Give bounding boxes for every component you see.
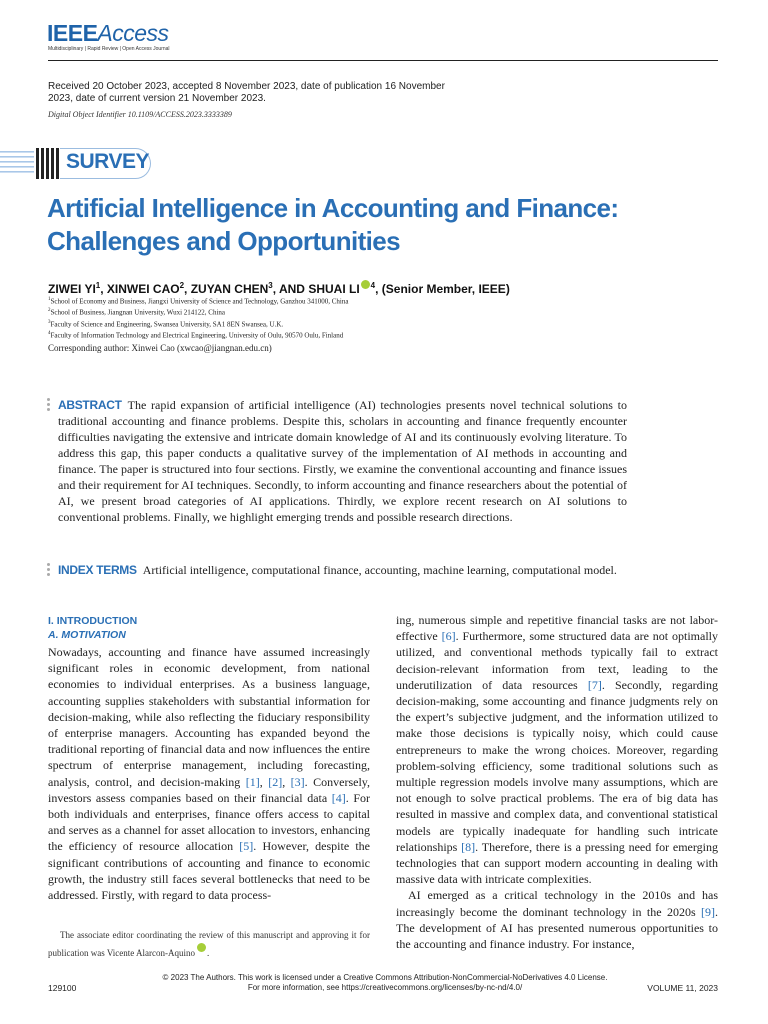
citation-link[interactable]: [3] bbox=[290, 774, 305, 789]
citation-link[interactable]: [5] bbox=[239, 839, 254, 854]
index-terms-marker bbox=[47, 563, 50, 578]
index-terms bbox=[58, 562, 627, 578]
affiliation: $^3$Faculty of Science and Engineering, Swansea University, SA1 8EN Swansea, U.K. bbox=[48, 319, 284, 328]
author-name: SHUAI LI bbox=[308, 282, 360, 296]
orcid-icon[interactable] bbox=[361, 280, 370, 289]
left-column bbox=[48, 614, 370, 903]
abstract-text: The rapid expansion of artificial intelligence (AI) technologies presents novel technical solutions to traditional accounting and finance problems. Despite this, scholars in accounting and finance frequently encounter difficulties navigating the extensive and intricate domain knowledge of AI and its continuously evolving literature. To address this gap, this paper conducts a qualitative survey of the implementation of AI methods in accounting and finance. The paper is structured into four sections. Firstly, we examine the conventional accounting and finance issues and their requirement for AI techniques. Secondly, to inform accounting and finance researchers about the potential of AI, we present broad categories of AI applications. Thirdly, we explore recent research on AI solutions to conventional problems. Finally, we highlight emerging trends and possible research directions. bbox=[58, 398, 627, 524]
section-heading: I. INTRODUCTION bbox=[48, 615, 138, 627]
citation-link[interactable]: [1] bbox=[245, 774, 260, 789]
author-name: XINWEI CAO bbox=[106, 282, 180, 296]
article-type: SURVEY bbox=[66, 150, 149, 173]
affiliation: $^1$School of Economy and Business, Jiangxi University of Science and Technology, Ganzhou 341000, China bbox=[48, 297, 349, 306]
body-paragraph: AI emerged as a critical technology in the 2010s and has increasingly become the dominant technology in the 2020s [9]. The development of AI has presented numerous opportunities to the accounting and finance industry. For instance, bbox=[396, 888, 718, 952]
license-link[interactable]: For more information, see https://creativecommons.org/licenses/by-nc-nd/4.0/ bbox=[247, 983, 523, 992]
orcid-icon[interactable] bbox=[197, 943, 206, 952]
author-name: ZUYAN CHEN bbox=[190, 282, 269, 296]
affiliations bbox=[48, 295, 648, 340]
volume-info: VOLUME 11, 2023 bbox=[647, 983, 718, 993]
abstract-label: ABSTRACT bbox=[58, 398, 122, 412]
abstract bbox=[58, 397, 627, 525]
index-terms-label: INDEX TERMS bbox=[58, 563, 137, 577]
subsection-heading: A. MOTIVATION bbox=[48, 629, 126, 641]
banner-stripes bbox=[0, 147, 60, 180]
affiliation: $^2$School of Business, Jiangnan University, Wuxi 214122, China bbox=[48, 308, 226, 317]
author-name: ZIWEI YI bbox=[48, 282, 96, 296]
corresponding-author: Corresponding author: Xinwei Cao (xwcao@jiangnan.edu.cn) bbox=[48, 343, 272, 353]
citation-link[interactable]: [8] bbox=[461, 839, 476, 854]
footnote: The associate editor coordinating the review of this manuscript and approving it for publication was Vicente Alarcon-Aquino . bbox=[48, 930, 370, 958]
affiliation: $^4$Faculty of Information Technology and Electrical Engineering, University of Oulu, 90570 Oulu, Finland bbox=[48, 330, 344, 340]
citation-link[interactable]: [4] bbox=[331, 790, 346, 805]
doi[interactable]: Digital Object Identifier 10.1109/ACCESS.2023.3333389 bbox=[48, 110, 232, 119]
license-footer: © 2023 The Authors. This work is licensed under a Creative Commons Attribution-NonCommercial-NoDerivatives 4.0 License. For more information, see https://creativecommons.org/licenses/by-nc-nd/4.0/ bbox=[130, 973, 640, 993]
citation-link[interactable]: [7] bbox=[587, 677, 602, 692]
index-terms-text: Artificial intelligence, computational finance, accounting, machine learning, computational model. bbox=[142, 563, 617, 577]
journal-logo: IEEEAccess bbox=[47, 20, 169, 46]
abstract-marker bbox=[47, 398, 50, 413]
citation-link[interactable]: [9] bbox=[701, 904, 715, 919]
citation-link[interactable]: [2] bbox=[268, 774, 283, 789]
author-list: ZIWEI $YI^1$, XINWEI CAO$^2$, ZUYAN CHEN$^3$, AND SHUAI LI $^4$, (Senior Member, IEEE) bbox=[48, 281, 510, 296]
body-paragraph: Nowadays, accounting and finance have assumed increasingly significant roles in economic development, from national economies to individual enterprises. As a business language, accounting supplies stakeholders with substantial information for decision-making, while also reflecting the fiduciary responsibility of enterprise managers. Accounting has expanded beyond the traditional reporting of financial data and now influences the entire spectrum of enterprise management, including forecasting, analysis, control, and decision-making [1], [2], [3]. Conversely, investors assess companies based on their financial data [4]. For both individuals and enterprises, finance offers access to capital and serves as a channel for asset allocation to investors, enhancing the efficiency of resource allocation [5]. However, despite the significant contributions of accounting and finance to economic growth, the industry still faces several bottlenecks that need to be addressed. Firstly, with regard to data process- bbox=[48, 645, 371, 903]
header-rule bbox=[48, 60, 718, 61]
received-dates: Received 20 October 2023, accepted 8 November 2023, date of publication 16 November 2023, date of current version 21 November 2023. bbox=[48, 81, 445, 104]
body-paragraph: ing, numerous simple and repetitive financial tasks are not labor-effective [6]. Furthermore, some structured data are not optimally utilized, and conventional methods typically fail to extract decision-relevant information from text, leading to the underutilization of data resources [7]. Secondly, regarding decision-making, some accounting and finance judgments rely on the expert’s subjective judgment, and the information utilized to make those decisions is typically noisy, which could cause entrepreneurs to make the wrong choices. Moreover, regarding problem-solving efficiency, some traditional solutions such as multiple regression models involve many assumptions, which are not enough to solve practical problems. The era of big data has resulted in massive and complex data, and conventional statistical models are typically inadequate for handling such intricate relationships [8]. Therefore, there is a pressing need for emerging technologies that can support modern accounting in dealing with massive data with intricate complexities. bbox=[396, 613, 719, 887]
paper-title: Artificial Intelligence in Accounting and Finance: Challenges and Opportunities bbox=[47, 193, 619, 256]
journal-tagline: Multidisciplinary | Rapid Review | Open Access Journal bbox=[48, 46, 170, 52]
page-number: 129100 bbox=[48, 983, 77, 993]
citation-link[interactable]: [6] bbox=[441, 629, 456, 644]
right-column bbox=[396, 612, 718, 952]
